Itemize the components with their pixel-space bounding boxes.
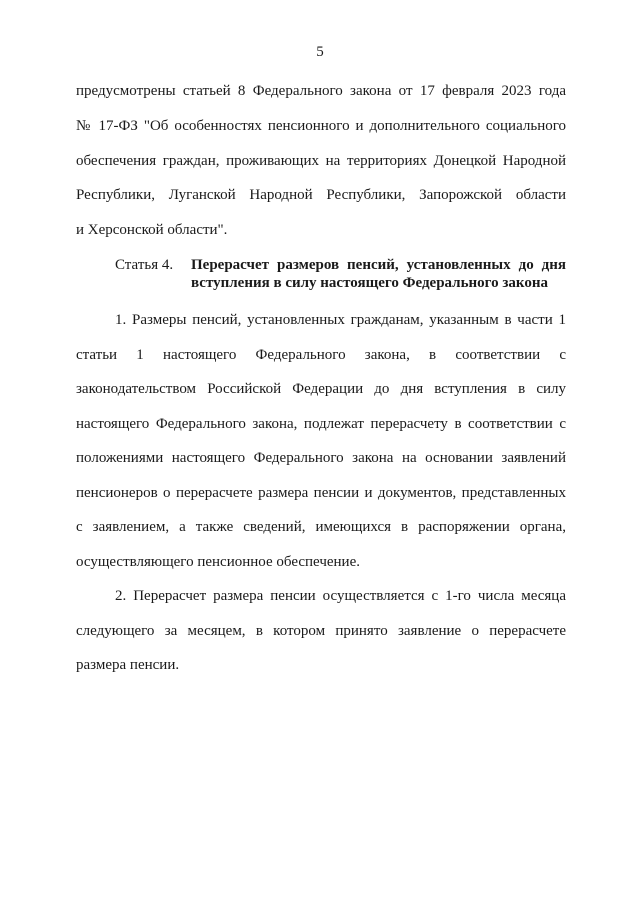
text-line: следующего за месяцем, в котором принято заявление о перерасчете [76, 623, 566, 639]
text-line: осуществляющего пенсионное обеспечение. [76, 554, 360, 570]
text-line: предусмотрены статьей 8 Федерального закона от 17 февраля 2023 года [76, 83, 566, 99]
text-line: Республики, Луганской Народной Республики, Запорожской области [76, 187, 566, 203]
page-number: 5 [316, 44, 324, 60]
article-title [191, 256, 566, 292]
text-line: законодательством Российской Федерации до дня вступления в силу [76, 381, 566, 397]
article-title-line: вступления в силу настоящего Федерального закона [191, 275, 548, 291]
text-line: статьи 1 настоящего Федерального закона, в соответствии с [76, 347, 566, 363]
text-line: размера пенсии. [76, 657, 180, 673]
text-line: с заявлением, а также сведений, имеющихся в распоряжении органа, [76, 519, 566, 535]
article-label: Статья 4. [115, 257, 174, 273]
text-line: положениями настоящего Федерального закона на основании заявлений [76, 450, 566, 466]
text-line: 1. Размеры пенсий, установленных гражданам, указанным в части 1 [115, 312, 566, 328]
text-line: пенсионеров о перерасчете размера пенсии и документов, представленных [76, 485, 566, 501]
text-line: 2. Перерасчет размера пенсии осуществляется с 1-го числа месяца [115, 588, 566, 604]
text-line: и Херсонской области". [76, 222, 228, 238]
text-line: обеспечения граждан, проживающих на территориях Донецкой Народной [76, 153, 566, 169]
text-line: настоящего Федерального закона, подлежат перерасчету в соответствии с [76, 416, 566, 432]
text-line: № 17-ФЗ "Об особенностях пенсионного и дополнительного социального [76, 118, 566, 134]
article-title-line: Перерасчет размеров пенсий, установленных до дня [191, 257, 566, 273]
